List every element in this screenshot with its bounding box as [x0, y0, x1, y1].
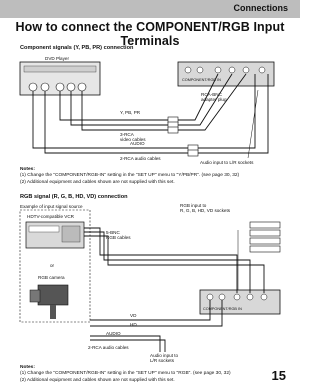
note-1: (1) Change the "COMPONENT/RGB-IN" setting in the "SET UP" menu to "Y/PB/PR". (see page 30, 32) — [20, 173, 240, 179]
y-pb-pr-label: Y, PB, PR — [120, 110, 141, 115]
page-title: How to connect the COMPONENT/RGB Input Terminals — [15, 20, 285, 48]
component-panel-label: COMPONENT/RGB IN — [182, 78, 221, 82]
rgb-heading: RGB signal (R, G, B, HD, VD) connection — [20, 194, 128, 200]
rgb-audio-label: AUDIO — [106, 331, 121, 336]
section-name: Connections — [233, 3, 288, 13]
audio-label: AUDIO — [130, 141, 145, 146]
hd-label: HD — [130, 322, 137, 327]
rgb-camera-illustration — [30, 285, 68, 319]
note-2: (2) Additional equipment and cables shown are not supplied with this set. — [20, 377, 175, 383]
video-cables-label: 3-RCA video cables — [120, 132, 146, 142]
notes-title: Notes: — [20, 365, 35, 370]
rgb-panel-label: COMPONENT/RGB IN — [203, 307, 242, 311]
vd-label: VD — [130, 313, 137, 318]
or-label: or — [50, 263, 55, 268]
rgb-audio-cables-label: 2-RCA audio cables — [88, 345, 129, 350]
note-1: (1) Change the "COMPONENT/RGB-IN" setting in the "SET UP" menu to "RGB". (see page 30, 32) — [20, 371, 231, 377]
rgb-camera-label: RGB camera — [38, 275, 65, 280]
rgb-audio-input-label: Audio input to L/R sockets — [150, 353, 179, 363]
vcr-illustration — [26, 222, 84, 248]
bnc-cables-label: 5-BNC RGB cables — [106, 230, 131, 240]
page-number: 15 — [271, 368, 286, 383]
example-source-label: Example of input signal source — [20, 204, 83, 209]
rca-bnc-label: RCA-BNC adapter plug — [201, 92, 227, 102]
rgb-input-label: RGB input to R, G, B, HD, VD sockets — [180, 203, 231, 213]
dvd-player-label: DVD Player — [45, 56, 69, 61]
audio-cables-label: 2-RCA audio cables — [120, 156, 161, 161]
bnc-connectors — [250, 222, 280, 252]
hdtv-vcr-label: HDTV-compatible VCR — [27, 214, 74, 219]
audio-input-label: Audio input to L/R sockets — [200, 160, 254, 165]
rgb-notes — [20, 365, 265, 384]
component-heading: Component signals (Y, PB, PR) connection — [20, 45, 134, 51]
notes-title: Notes: — [20, 167, 35, 172]
note-2: (2) Additional equipment and cables shown are not supplied with this set. — [20, 179, 175, 185]
